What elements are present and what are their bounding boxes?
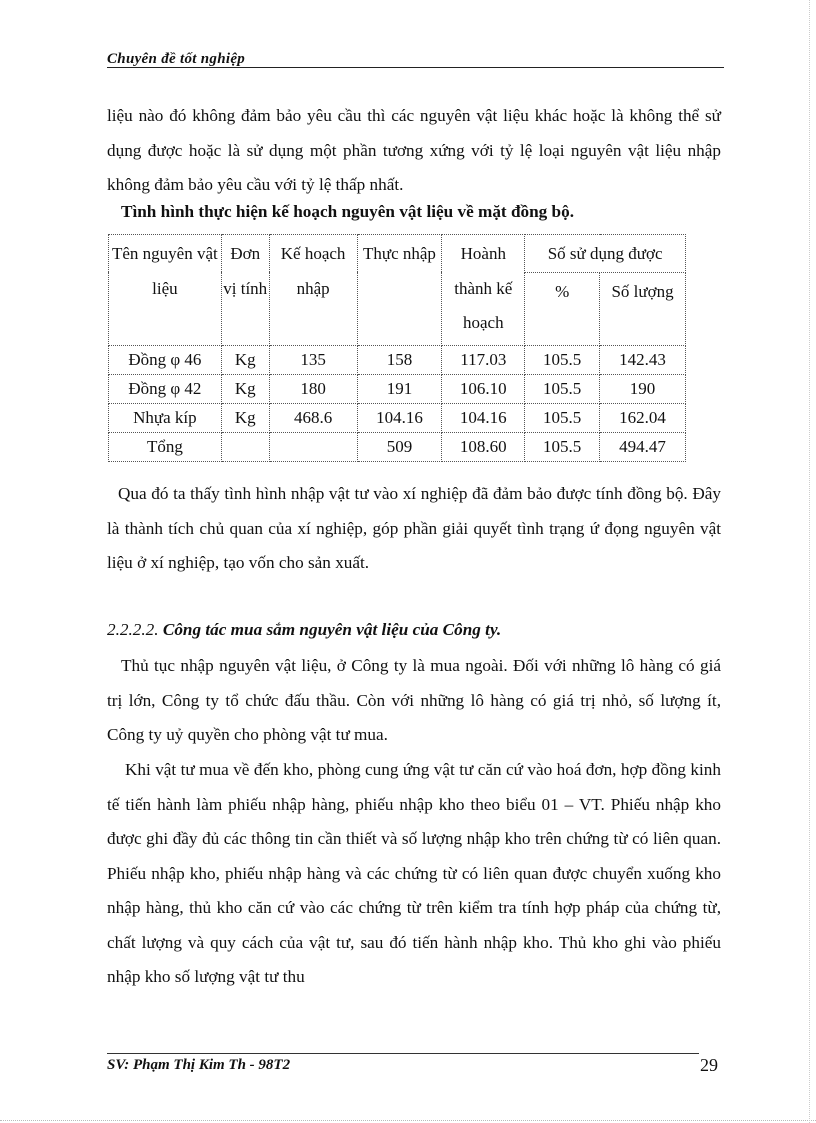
header-plan: Kế hoạch nhập <box>269 235 357 346</box>
table-cell: 104.16 <box>442 403 525 432</box>
table-row <box>109 403 686 432</box>
table-cell: 190 <box>600 374 686 403</box>
table-cell: 180 <box>269 374 357 403</box>
table-cell: Tổng <box>109 432 222 461</box>
procedure-paragraph: Thủ tục nhập nguyên vật liệu, ở Công ty là mua ngoài. Đối với những lô hàng có giá trị lớn, Công ty tổ chức đấu thầu. Còn với những lô hàng có giá trị nhỏ, số lượng ít, Công ty uỷ quyền cho phòng vật tư mua. <box>107 656 721 744</box>
table-cell: 468.6 <box>269 403 357 432</box>
table-cell: 105.5 <box>525 345 600 374</box>
table-cell <box>269 432 357 461</box>
page-edge <box>0 1120 816 1121</box>
table-cell: 106.10 <box>442 374 525 403</box>
page-number: 29 <box>700 1055 718 1075</box>
conclusion-paragraph: Qua đó ta thấy tình hình nhập vật tư vào xí nghiệp đã đảm bảo được tính đồng bộ. Đây là thành tích chủ quan của xí nghiệp, góp phần giải quyết tình trạng ứ đọng nguyên vật liệu ở xí nghiệp, tạo vốn cho sản xuất. <box>107 484 721 572</box>
table-cell: 105.5 <box>525 374 600 403</box>
table-row <box>109 374 686 403</box>
header-percent: % <box>525 272 600 345</box>
header-completion: Hoành thành kế hoạch <box>442 235 525 346</box>
footer-author: SV: Phạm Thị Kim Th - 98T2 <box>107 1057 291 1073</box>
table-cell: Đồng φ 46 <box>109 345 222 374</box>
table-cell: 142.43 <box>600 345 686 374</box>
header-usable: Số sử dụng được <box>525 235 686 273</box>
table-cell: Nhựa kíp <box>109 403 222 432</box>
footer-rule <box>107 1053 699 1054</box>
table-cell: Đồng φ 42 <box>109 374 222 403</box>
table-cell <box>221 432 269 461</box>
table-cell: 162.04 <box>600 403 686 432</box>
header-unit: Đơn vị tính <box>221 235 269 346</box>
table-cell: 105.5 <box>525 403 600 432</box>
table-cell: 117.03 <box>442 345 525 374</box>
table-cell: 509 <box>357 432 442 461</box>
table-cell: Kg <box>221 403 269 432</box>
table-cell: 158 <box>357 345 442 374</box>
table-cell: 104.16 <box>357 403 442 432</box>
table-cell: 135 <box>269 345 357 374</box>
table-cell: 191 <box>357 374 442 403</box>
table-row <box>109 345 686 374</box>
header-name: Tên nguyên vật liệu <box>109 235 222 346</box>
table-cell: 494.47 <box>600 432 686 461</box>
section-number: 2.2.2.2. <box>107 620 159 639</box>
table-cell: Kg <box>221 345 269 374</box>
table-title: Tình hình thực hiện kế hoạch nguyên vật liệu về mặt đồng bộ. <box>121 202 574 221</box>
header-rule <box>107 67 724 68</box>
table-row-total <box>109 432 686 461</box>
section-title: Công tác mua sắm nguyên vật liệu của Công ty. <box>162 620 502 639</box>
page-right-edge <box>809 0 810 1123</box>
section-heading <box>107 620 501 640</box>
plan-table <box>108 234 686 462</box>
header-quantity: Số lượng <box>600 272 686 345</box>
intro-paragraph: liệu nào đó không đảm bảo yêu cầu thì các nguyên vật liệu khác hoặc là không thể sử dụng được hoặc là sử dụng một phần tương xứng với tỷ lệ loại nguyên vật liệu nhập không đảm bảo yêu cầu với tỷ lệ thấp nhất. <box>107 106 721 194</box>
header-actual: Thực nhập <box>357 235 442 346</box>
receiving-paragraph: Khi vật tư mua về đến kho, phòng cung ứng vật tư căn cứ vào hoá đơn, hợp đồng kinh tế tiến hành làm phiếu nhập hàng, phiếu nhập kho theo biểu 01 – VT. Phiếu nhập kho được ghi đầy đủ các thông tin cần thiết và số lượng nhập kho trên chứng từ có liên quan. Phiếu nhập kho, phiếu nhập hàng và các chứng từ có liên quan được chuyển xuống kho nhập hàng, thủ kho căn cứ vào các chứng từ trên kiểm tra tính hợp pháp của chứng từ, chất lượng và quy cách của vật tư, sau đó tiến hành nhập kho. Thủ kho ghi vào phiếu nhập kho số lượng vật tư thu <box>107 760 721 986</box>
table-cell: 105.5 <box>525 432 600 461</box>
table-cell: Kg <box>221 374 269 403</box>
header-title: Chuyên đề tốt nghiệp <box>107 51 246 67</box>
table-cell: 108.60 <box>442 432 525 461</box>
